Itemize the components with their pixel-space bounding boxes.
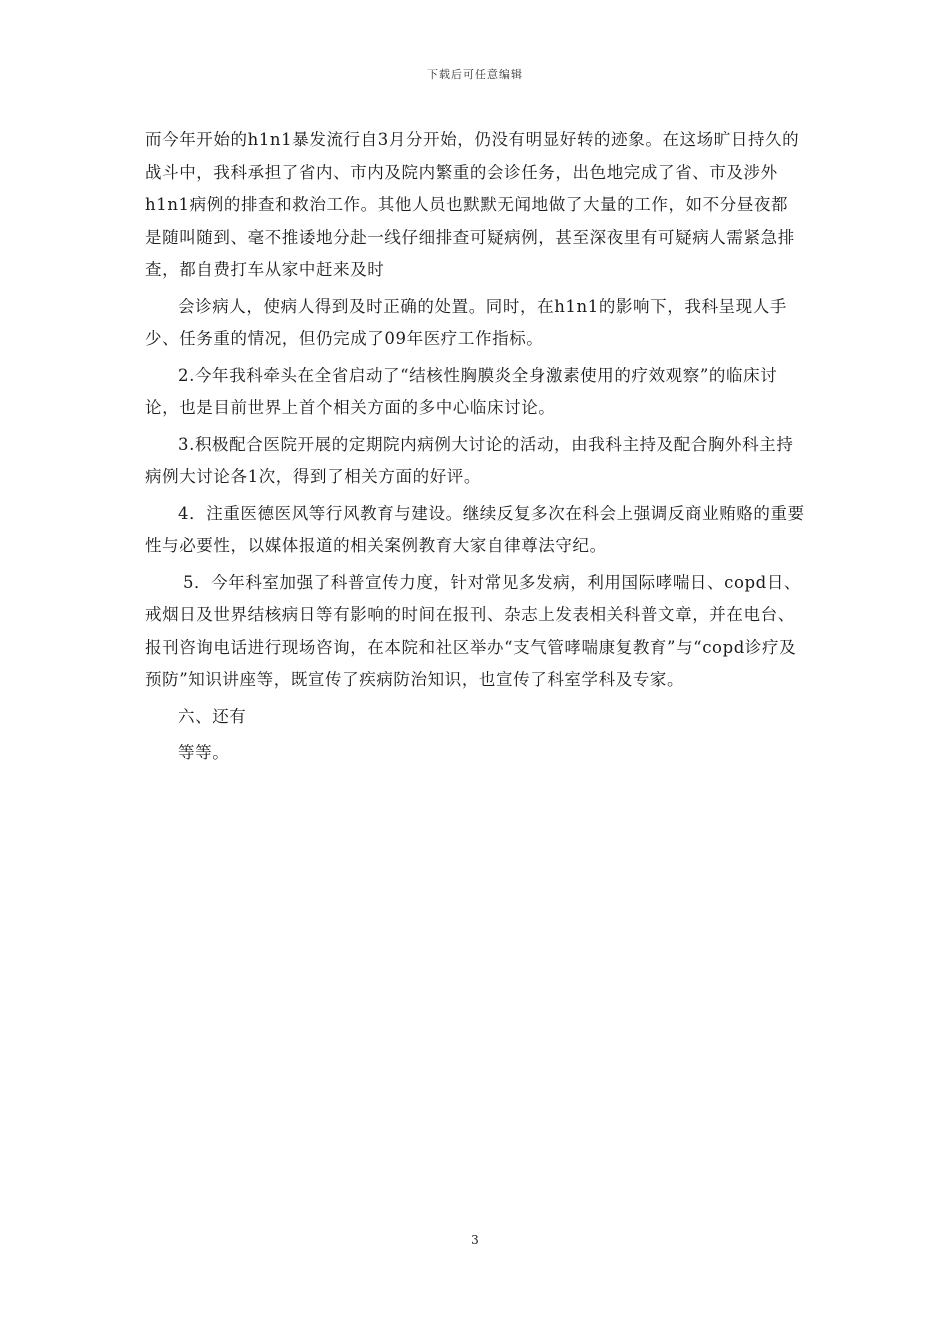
paragraph-item-3: 3.积极配合医院开展的定期院内病例大讨论的活动，由我科主持及配合胸外科主持病例大讨论各1次，得到了相关方面的好评。	[145, 434, 794, 486]
page-number: 3	[471, 1233, 479, 1247]
page-header: 下载后可任意编辑	[427, 68, 523, 81]
paragraph-item-4: 4．注重医德医风等行风教育与建设。继续反复多次在科会上强调反商业贿赂的重要性与必要性，以媒体报道的相关案例教育大家自律尊法守纪。	[145, 503, 805, 555]
section-heading-six: 六、还有	[178, 706, 247, 726]
paragraph-consultation: 会诊病人，使病人得到及时正确的处置。同时，在h1n1的影响下，我科呈现人手少、任务重的情况，但仍完成了09年医疗工作指标。	[145, 296, 787, 348]
paragraph-item-2: 2.今年我科牵头在全省启动了“结核性胸膜炎全身激素使用的疗效观察”的临床讨论，也是目前世界上首个相关方面的多中心临床讨论。	[145, 365, 778, 417]
paragraph-etc: 等等。	[178, 743, 230, 762]
paragraph-item-5: 5．今年科室加强了科普宣传力度，针对常见多发病，利用国际哮喘日、copd日、戒烟日及世界结核病日等有影响的时间在报刊、杂志上发表相关科普文章，并在电台、报刊咨询电话进行现场咨询，在本院和社区举办“支气管哮喘康复教育”与“copd诊疗及预防”知识讲座等，既宣传了疾病防治知识，也宣传了科室学科及专家。	[145, 572, 802, 689]
paragraph-h1n1-outbreak: 而今年开始的h1n1暴发流行自3月分开始，仍没有明显好转的迹象。在这场旷日持久的战斗中，我科承担了省内、市内及院内繁重的会诊任务，出色地完成了省、市及涉外h1n1病例的排查和救治工作。其他人员也默默无闻地做了大量的工作，如不分昼夜都是随叫随到、毫不推诿地分赴一线仔细排查可疑病例，甚至深夜里有可疑病人需紧急排查，都自费打车从家中赶来及时	[145, 130, 800, 279]
document-body	[145, 124, 805, 774]
